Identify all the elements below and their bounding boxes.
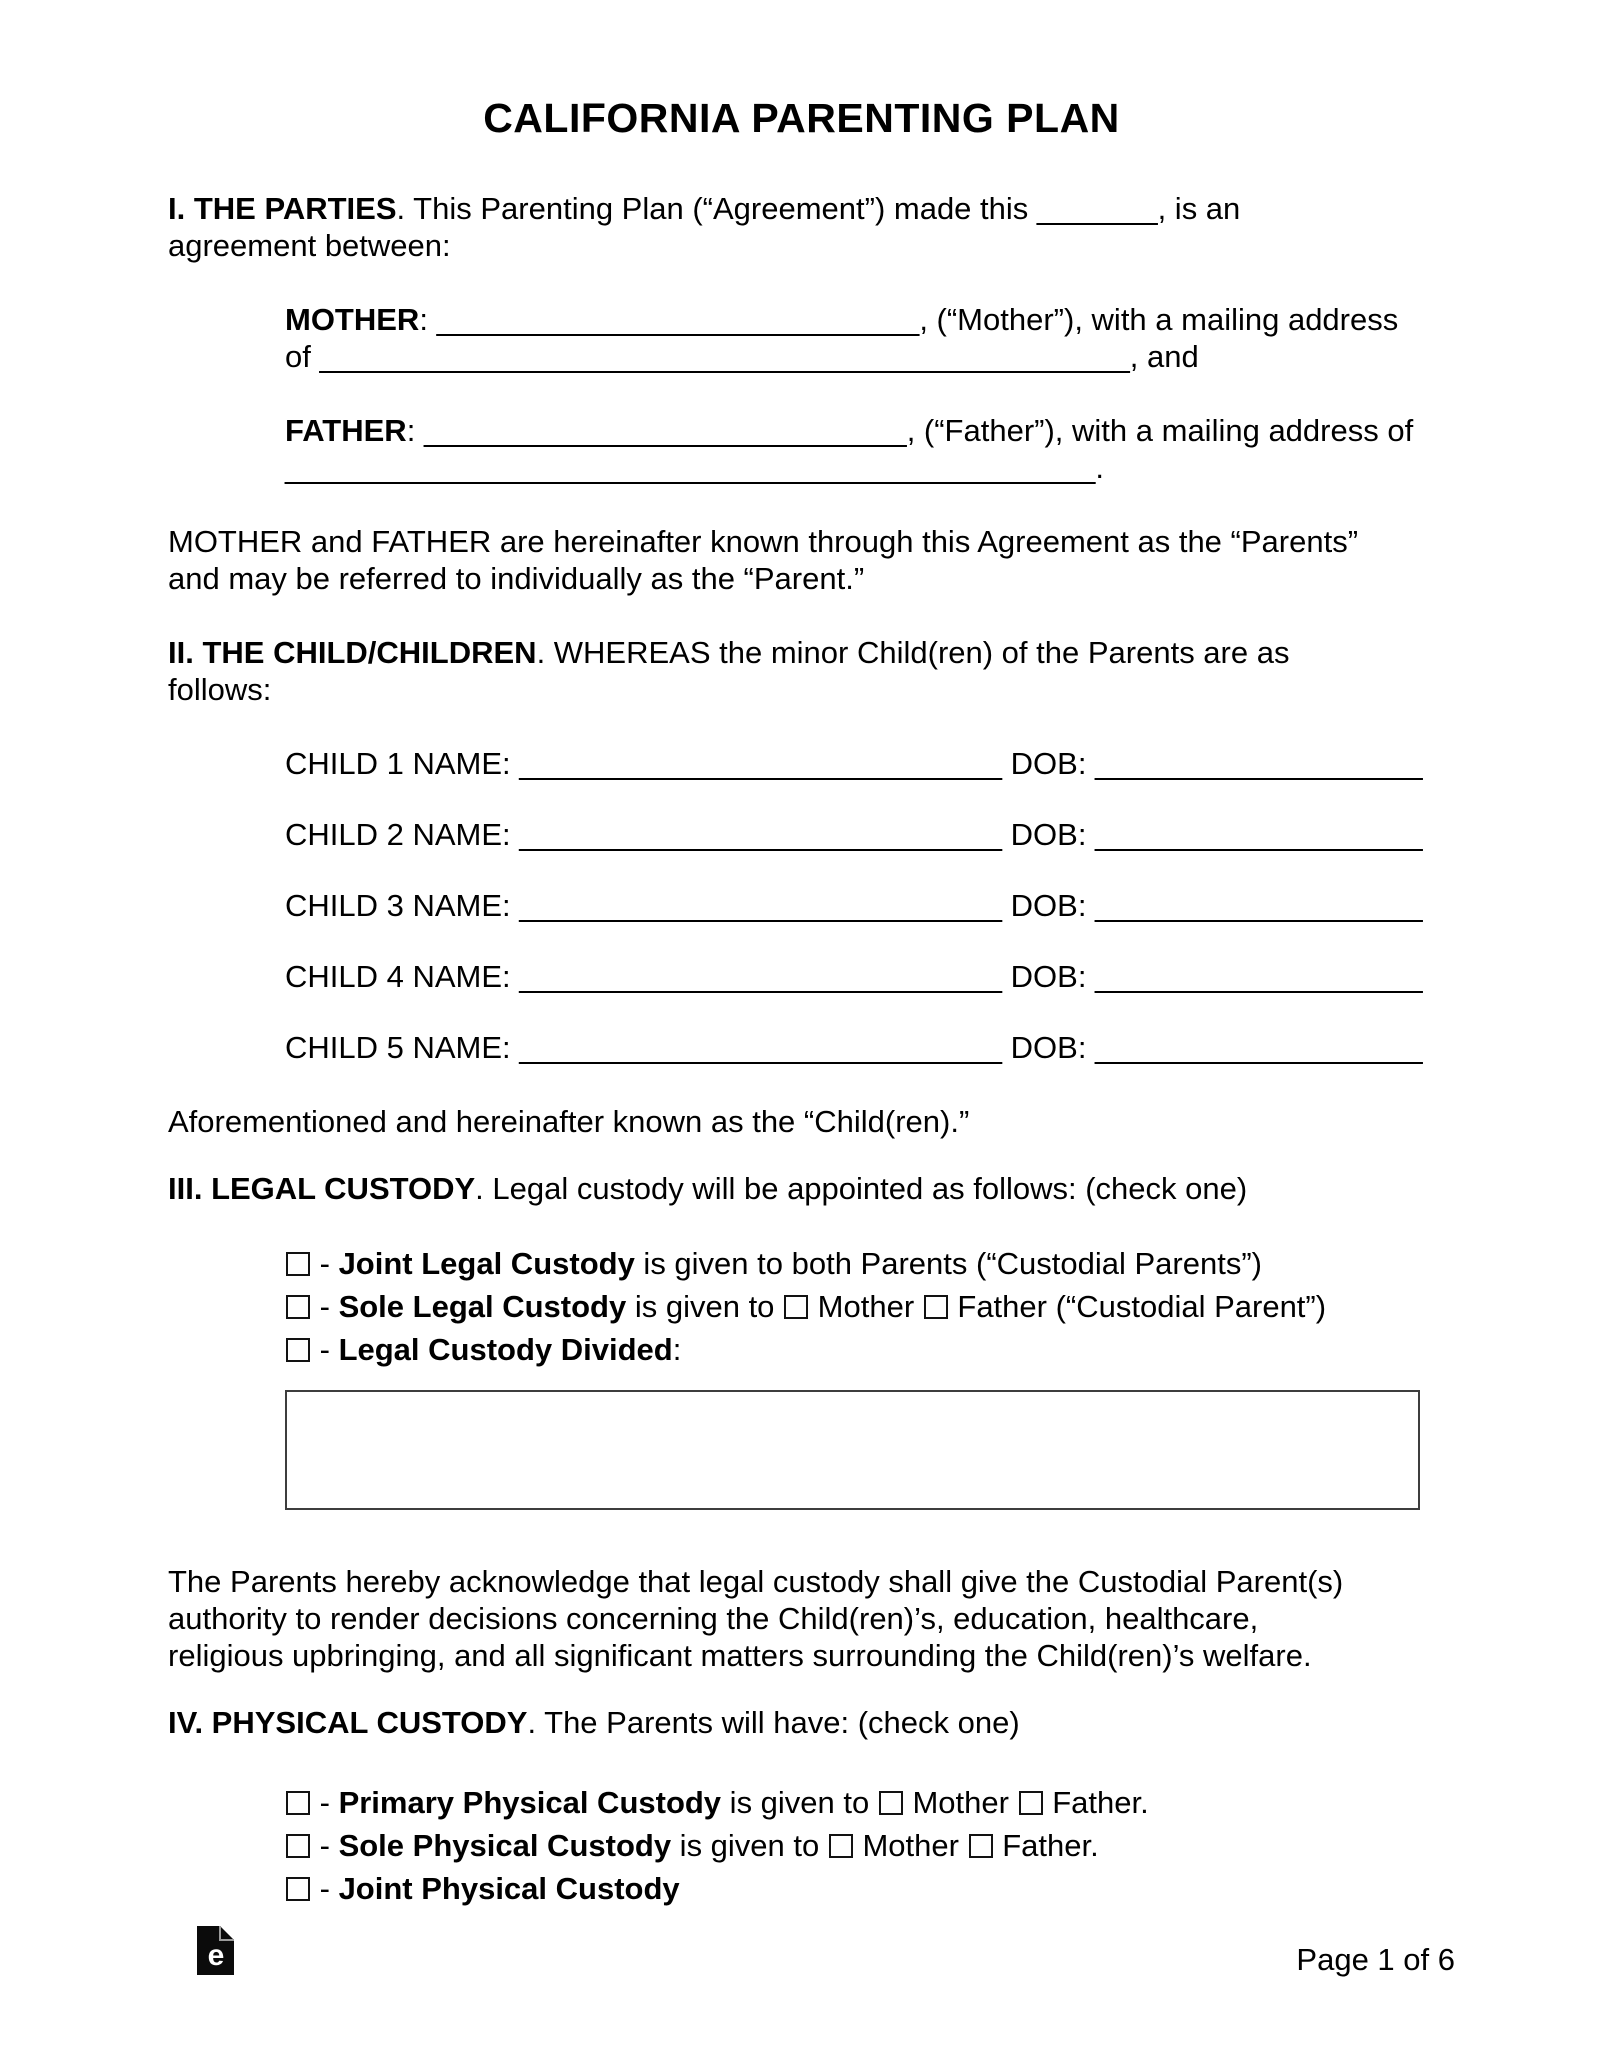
joint-legal-custody-checkbox[interactable] [286, 1252, 310, 1276]
page-title: CALIFORNIA PARENTING PLAN [483, 95, 1120, 141]
sole-legal-mother-checkbox[interactable] [784, 1295, 808, 1319]
child-3-name-blank[interactable]: ____________________________ [519, 888, 1003, 923]
legal-custody-divided-checkbox[interactable] [286, 1338, 310, 1362]
mother-name-blank[interactable]: ____________________________ [436, 302, 920, 337]
eforms-logo-letter: e [207, 1939, 225, 1972]
section-2-children-paragraph: II. THE CHILD/CHILDREN. WHEREAS the minor Child(ren) of the Parents are as follows: [168, 635, 1290, 707]
child-2-name-blank[interactable]: ____________________________ [519, 817, 1003, 852]
child-1-name-blank[interactable]: ____________________________ [519, 746, 1003, 781]
legal-custody-divided-textbox[interactable] [285, 1390, 1420, 1510]
section-3-heading: III. LEGAL CUSTODY [168, 1171, 476, 1206]
child-3-row: CHILD 3 NAME: ____________________________ DOB: ___________________ [285, 888, 1423, 923]
option-joint-physical-custody: - Joint Physical Custody [285, 1867, 1435, 1910]
parents-definition-paragraph: MOTHER and FATHER are hereinafter known through this Agreement as the “Parents” and may be referred to individually as the “Parent.” [168, 524, 1359, 596]
child-4-name-blank[interactable]: ____________________________ [519, 959, 1003, 994]
option-joint-legal-custody: - Joint Legal Custody is given to both Parents (“Custodial Parents”) [285, 1242, 1435, 1285]
primary-physical-father-checkbox[interactable] [1019, 1791, 1043, 1815]
mother-address-blank[interactable]: _______________________________________________ [319, 339, 1130, 374]
children-definition-paragraph: Aforementioned and hereinafter known as the “Child(ren).” [168, 1104, 970, 1139]
child-5-name-blank[interactable]: ____________________________ [519, 1030, 1003, 1065]
child-5-dob-blank[interactable]: ___________________ [1095, 1030, 1423, 1065]
sole-physical-custody-checkbox[interactable] [286, 1834, 310, 1858]
child-3-dob-blank[interactable]: ___________________ [1095, 888, 1423, 923]
agreement-date-blank[interactable]: _______ [1036, 191, 1158, 226]
mother-label: MOTHER [285, 302, 420, 337]
eforms-logo-icon [197, 1926, 234, 1975]
mother-clause: MOTHER: ____________________________, (“Mother”), with a mailing address of _______________________________________________, and [285, 302, 1399, 374]
sole-legal-father-checkbox[interactable] [924, 1295, 948, 1319]
option-sole-legal-custody: - Sole Legal Custody is given to Mother Father (“Custodial Parent”) [285, 1285, 1435, 1328]
father-address-blank[interactable]: _______________________________________________ [285, 450, 1096, 485]
child-2-row: CHILD 2 NAME: ____________________________ DOB: ___________________ [285, 817, 1423, 852]
section-1-parties-paragraph: I. THE PARTIES. This Parenting Plan (“Agreement”) made this _______, is an agreement between: [168, 191, 1241, 263]
primary-physical-mother-checkbox[interactable] [879, 1791, 903, 1815]
physical-custody-options [285, 1781, 1435, 1910]
section-1-heading: I. THE PARTIES [168, 191, 397, 226]
child-1-dob-blank[interactable]: ___________________ [1095, 746, 1423, 781]
father-label: FATHER [285, 413, 407, 448]
sole-legal-custody-checkbox[interactable] [286, 1295, 310, 1319]
child-4-dob-blank[interactable]: ___________________ [1095, 959, 1423, 994]
child-2-dob-blank[interactable]: ___________________ [1095, 817, 1423, 852]
sole-physical-mother-checkbox[interactable] [829, 1834, 853, 1858]
sole-physical-father-checkbox[interactable] [969, 1834, 993, 1858]
legal-custody-options [285, 1242, 1435, 1371]
child-1-row: CHILD 1 NAME: ____________________________ DOB: ___________________ [285, 746, 1423, 781]
eforms-logo [197, 1926, 234, 1975]
children-list [285, 745, 1435, 1066]
section-4-physical-custody-paragraph: IV. PHYSICAL CUSTODY. The Parents will have: (check one) [168, 1705, 1020, 1740]
option-legal-custody-divided: - Legal Custody Divided: [285, 1328, 1435, 1371]
child-4-row: CHILD 4 NAME: ____________________________ DOB: ___________________ [285, 959, 1423, 994]
section-2-heading: II. THE CHILD/CHILDREN [168, 635, 537, 670]
child-5-row: CHILD 5 NAME: ____________________________ DOB: ___________________ [285, 1030, 1423, 1065]
option-primary-physical-custody: - Primary Physical Custody is given to Mother Father. [285, 1781, 1435, 1824]
page-number: Page 1 of 6 [1296, 1942, 1455, 1977]
father-name-blank[interactable]: ____________________________ [423, 413, 907, 448]
legal-custody-note-paragraph: The Parents hereby acknowledge that legal custody shall give the Custodial Parent(s) authority to render decisions concerning the Child(ren)’s, education, healthcare, religious upbringing, and all significant matters surrounding the Child(ren)’s welfare. [168, 1564, 1344, 1673]
option-sole-physical-custody: - Sole Physical Custody is given to Mother Father. [285, 1824, 1435, 1867]
section-3-legal-custody-paragraph: III. LEGAL CUSTODY. Legal custody will be appointed as follows: (check one) [168, 1171, 1248, 1206]
joint-physical-custody-checkbox[interactable] [286, 1877, 310, 1901]
primary-physical-custody-checkbox[interactable] [286, 1791, 310, 1815]
father-clause: FATHER: ____________________________, (“Father”), with a mailing address of _______________________________________________. [285, 413, 1414, 485]
section-4-heading: IV. PHYSICAL CUSTODY [168, 1705, 528, 1740]
